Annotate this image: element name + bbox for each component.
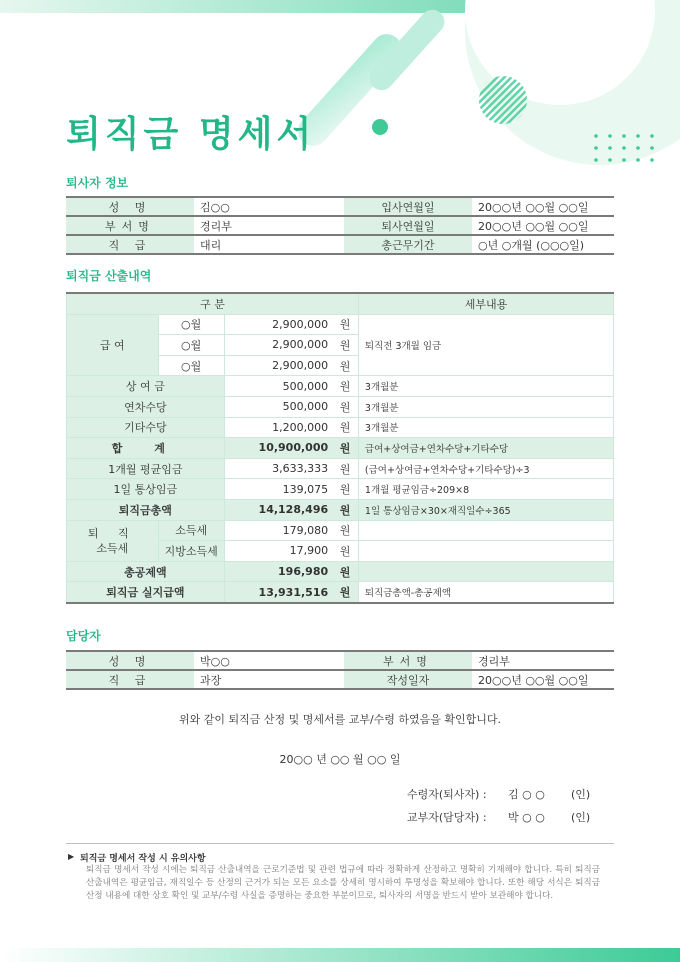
name-label: 성 명 — [66, 197, 194, 216]
table-row — [66, 651, 614, 670]
avg-wage-label: 1개월 평균임금 — [67, 458, 225, 479]
table-row — [67, 520, 614, 541]
table-row — [66, 216, 614, 235]
unit-label: 원 — [332, 479, 358, 500]
unit-label: 원 — [332, 582, 358, 603]
name-value: 김○○ — [194, 197, 344, 216]
total-label: 합 계 — [67, 438, 225, 459]
issuer-role: 교부자(담당자) : — [407, 811, 487, 824]
salary-month: ○월 — [158, 314, 224, 335]
severance-total-label: 퇴직금총액 — [67, 499, 225, 520]
table-row — [67, 499, 614, 520]
table-header-row — [67, 293, 614, 314]
local-tax-label: 지방소득세 — [158, 541, 224, 562]
table-row — [66, 197, 614, 216]
table-row — [67, 396, 614, 417]
severance-total-amount: 14,128,496 — [224, 499, 332, 520]
table-row — [67, 479, 614, 500]
notice-divider — [66, 843, 614, 844]
recipient-name: 김 ○ ○ — [508, 788, 545, 801]
salary-label: 급 여 — [67, 314, 159, 376]
header-details: 세부내용 — [358, 293, 613, 314]
annual-leave-amount: 500,000 — [224, 396, 332, 417]
salary-amount: 2,900,000 — [224, 355, 332, 376]
section-retiree-heading: 퇴사자 정보 — [66, 176, 129, 190]
unit-label: 원 — [332, 314, 358, 335]
local-tax-note — [358, 541, 613, 562]
income-tax-amount: 179,080 — [224, 520, 332, 541]
page-title: 퇴직금 명세서 — [66, 114, 316, 155]
manager-info-table — [66, 650, 614, 690]
unit-label: 원 — [332, 396, 358, 417]
severance-calc-table — [66, 292, 614, 604]
triangle-bullet-icon: ▶ — [68, 852, 75, 861]
table-row — [67, 561, 614, 582]
unit-label: 원 — [332, 561, 358, 582]
date-line: 20○○ 년 ○○ 월 ○○ 일 — [279, 753, 401, 766]
table-row — [67, 314, 614, 335]
avg-wage-note: (급여+상여금+연차수당+기타수당)÷3 — [358, 458, 613, 479]
unit-label: 원 — [332, 541, 358, 562]
leave-date-value: 20○○년 ○○월 ○○일 — [472, 216, 614, 235]
hire-date-value: 20○○년 ○○월 ○○일 — [472, 197, 614, 216]
service-period-label: 총근무기간 — [344, 235, 472, 254]
unit-label: 원 — [332, 355, 358, 376]
issuer-seal: (인) — [571, 811, 591, 824]
service-period-value: ○년 ○개월 (○○○일) — [472, 235, 614, 254]
department-value: 경리부 — [194, 216, 344, 235]
unit-label: 원 — [332, 499, 358, 520]
manager-name-label: 성 명 — [66, 651, 194, 670]
table-row — [67, 458, 614, 479]
severance-total-note: 1일 통상임금×30×재직일수÷365 — [358, 499, 613, 520]
salary-month: ○월 — [158, 355, 224, 376]
retiree-info-table — [66, 196, 614, 255]
rank-value: 대리 — [194, 235, 344, 254]
bonus-label: 상 여 금 — [67, 376, 225, 397]
retirement-tax-label-line1: 퇴 직 — [87, 526, 137, 540]
leave-date-label: 퇴사연월일 — [344, 216, 472, 235]
income-tax-label: 소득세 — [158, 520, 224, 541]
notice-text: 퇴직금 명세서 작성 시에는 퇴직금 산출내역을 근로기준법 및 관련 법규에 따라 정확하게 산정하고 명확히 기재해야 합니다. 특히 퇴직금 산출내역은 평균임금, 재직일수 등 산정의 근거가 되는 모든 요소를 상세히 명시하여 투명성을 확보해야 합니다. 또한 해당 서식은 퇴직금 산정 내용에 대한 상호 확인 및 교부/수령 사실을 증명하는 중요한 부분이므로, 퇴사자의 서명을 반드시 받아 보관해야 합니다. — [86, 865, 600, 901]
net-pay-amount: 13,931,516 — [224, 582, 332, 603]
section-manager-heading: 담당자 — [66, 629, 101, 643]
local-tax-amount: 17,900 — [224, 541, 332, 562]
issuer-name: 박 ○ ○ — [508, 811, 545, 824]
written-date-value: 20○○년 ○○월 ○○일 — [472, 670, 614, 689]
notice-title: 퇴직금 명세서 작성 시 유의사항 — [80, 854, 206, 864]
table-row — [66, 670, 614, 689]
header-category: 구 분 — [67, 293, 359, 314]
other-allowance-note: 3개월분 — [358, 417, 613, 438]
written-date-label: 작성일자 — [344, 670, 472, 689]
total-note: 급여+상여금+연차수당+기타수당 — [358, 438, 613, 459]
table-row — [67, 582, 614, 603]
manager-rank-label: 직 급 — [66, 670, 194, 689]
daily-wage-note: 1개월 평균임금÷209×8 — [358, 479, 613, 500]
other-allowance-amount: 1,200,000 — [224, 417, 332, 438]
retirement-tax-label — [67, 520, 159, 561]
table-row — [67, 417, 614, 438]
net-pay-label: 퇴직금 실지급액 — [67, 582, 225, 603]
confirmation-text: 위와 같이 퇴직금 산정 및 명세서를 교부/수령 하였음을 확인합니다. — [178, 713, 502, 726]
daily-wage-label: 1일 통상임금 — [67, 479, 225, 500]
salary-note: 퇴직전 3개월 임금 — [358, 314, 613, 376]
salary-month: ○월 — [158, 335, 224, 356]
unit-label: 원 — [332, 376, 358, 397]
salary-amount: 2,900,000 — [224, 314, 332, 335]
unit-label: 원 — [332, 520, 358, 541]
table-row — [66, 235, 614, 254]
unit-label: 원 — [332, 438, 358, 459]
avg-wage-amount: 3,633,333 — [224, 458, 332, 479]
daily-wage-amount: 139,075 — [224, 479, 332, 500]
department-label: 부서명 — [66, 216, 194, 235]
retirement-tax-label-line2: 소득세 — [96, 541, 129, 555]
manager-department-value: 경리부 — [472, 651, 614, 670]
recipient-seal: (인) — [571, 788, 591, 801]
unit-label: 원 — [332, 335, 358, 356]
deduction-total-note — [358, 561, 613, 582]
hire-date-label: 입사연월일 — [344, 197, 472, 216]
manager-name-value: 박○○ — [194, 651, 344, 670]
section-calc-heading: 퇴직금 산출내역 — [66, 269, 152, 283]
deduction-total-label: 총공제액 — [67, 561, 225, 582]
bonus-note: 3개월분 — [358, 376, 613, 397]
annual-leave-note: 3개월분 — [358, 396, 613, 417]
bonus-amount: 500,000 — [224, 376, 332, 397]
rank-label: 직 급 — [66, 235, 194, 254]
annual-leave-label: 연차수당 — [67, 396, 225, 417]
recipient-role: 수령자(퇴사자) : — [407, 788, 487, 801]
net-pay-note: 퇴직금총액-총공제액 — [358, 582, 613, 603]
other-allowance-label: 기타수당 — [67, 417, 225, 438]
unit-label: 원 — [332, 417, 358, 438]
income-tax-note — [358, 520, 613, 541]
table-row — [67, 438, 614, 459]
salary-amount: 2,900,000 — [224, 335, 332, 356]
deduction-total-amount: 196,980 — [224, 561, 332, 582]
unit-label: 원 — [332, 458, 358, 479]
manager-rank-value: 과장 — [194, 670, 344, 689]
total-amount: 10,900,000 — [224, 438, 332, 459]
manager-department-label: 부서명 — [344, 651, 472, 670]
table-row — [67, 376, 614, 397]
